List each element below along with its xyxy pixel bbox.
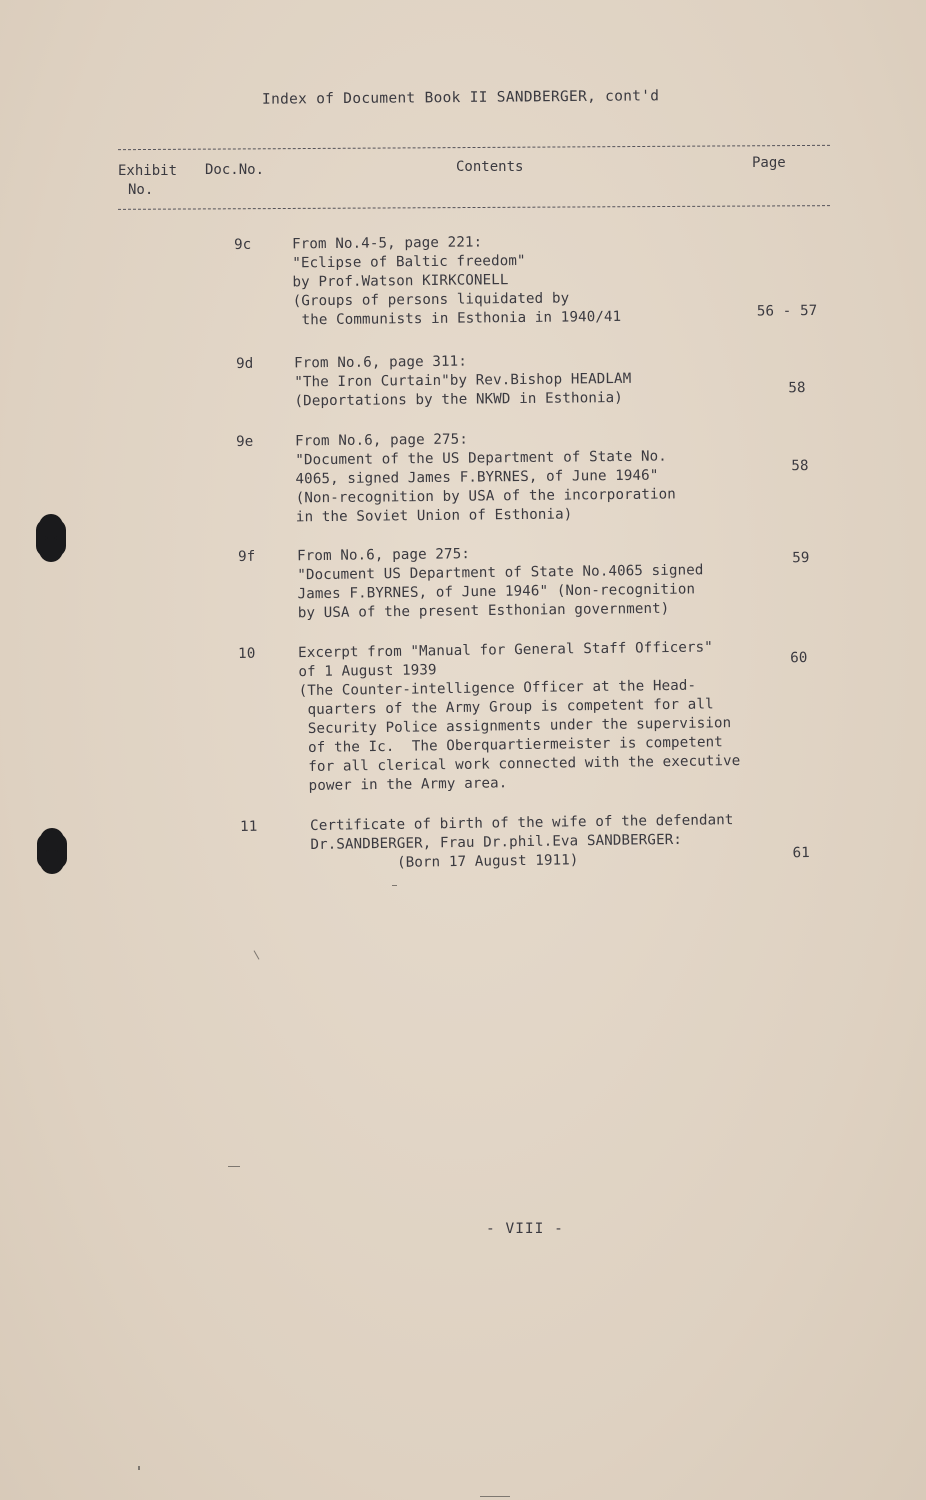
header-rule-top: [118, 145, 830, 150]
entry-doc-no: 11: [240, 818, 258, 835]
entry-line: by USA of the present Esthonian government): [297, 600, 670, 622]
entry-contents: [298, 638, 741, 796]
entry-contents: [297, 542, 704, 623]
entry-line: "Document of the US Department of State No.: [295, 448, 667, 469]
column-header-exhibit-line2: No.: [128, 182, 154, 198]
entry-line: power in the Army area.: [299, 775, 508, 795]
punch-hole-icon: [36, 518, 66, 558]
entry-line: From No.6, page 275:: [295, 431, 469, 450]
entry-line: Certificate of birth of the wife of the defendant: [310, 812, 734, 835]
entry-line: (Deportations by the NKWD in Esthonia): [294, 389, 623, 410]
column-header-contents: Contents: [456, 159, 524, 175]
column-header-doc-no: Doc.No.: [205, 162, 265, 178]
entry-line: 4065, signed James F.BYRNES, of June 1946": [295, 467, 659, 488]
entry-page: 56 - 57: [756, 302, 818, 320]
scan-mark: [228, 1166, 240, 1167]
entry-line: From No.6, page 275:: [297, 546, 471, 565]
page-title: Index of Document Book II SANDBERGER, cont'd: [261, 88, 660, 108]
column-header-page: Page: [752, 155, 786, 171]
entry-doc-no: 9f: [238, 548, 256, 565]
entry-contents: [295, 428, 676, 527]
entry-line: for all clerical work connected with the executive: [299, 752, 741, 776]
column-header-exhibit-line1: Exhibit: [118, 163, 178, 179]
page-number: - VIII -: [486, 1221, 564, 1237]
entry-page: 61: [792, 845, 810, 862]
entry-line: James F.BYRNES, of June 1946" (Non-recognition: [297, 581, 696, 603]
entry-line: Security Police assignments under the supervision: [299, 715, 732, 738]
entry-page: 59: [792, 550, 810, 567]
entry-doc-no: 9d: [236, 355, 254, 372]
entry-line: in the Soviet Union of Esthonia): [295, 506, 573, 526]
entry-line: "The Iron Curtain"by Rev.Bishop HEADLAM: [294, 370, 632, 391]
entry-line: quarters of the Army Group is competent for all: [298, 696, 714, 719]
header-rule-bottom: [118, 205, 830, 210]
entry-line: Dr.SANDBERGER, Frau Dr.phil.Eva SANDBERGER:: [310, 831, 683, 854]
entry-line: From No.6, page 311:: [294, 353, 468, 372]
entry-line: (Non-recognition by USA of the incorporation: [295, 486, 676, 507]
entry-line: (Born 17 August 1911): [310, 852, 579, 873]
scan-mark: [392, 885, 397, 886]
entry-contents: [294, 351, 632, 412]
scan-mark: [480, 1496, 510, 1497]
entry-contents: [292, 232, 621, 330]
entry-line: From No.4-5, page 221:: [292, 234, 483, 253]
scan-mark: [254, 950, 260, 959]
entry-page: 60: [790, 650, 808, 667]
scan-mark: [138, 1466, 140, 1470]
entry-line: "Document US Department of State No.4065 signed: [297, 562, 704, 584]
punch-hole-icon: [37, 832, 67, 870]
entry-doc-no: 10: [238, 645, 256, 662]
entry-line: (Groups of persons liquidated by: [292, 290, 570, 310]
entry-line: "Eclipse of Baltic freedom": [292, 252, 526, 272]
entry-line: the Communists in Esthonia in 1940/41: [292, 308, 622, 329]
entry-line: Excerpt from "Manual for General Staff Officers": [298, 639, 713, 662]
entry-line: of the Ic. The Oberquartiermeister is competent: [299, 734, 723, 757]
entry-doc-no: 9c: [234, 236, 252, 253]
entry-page: 58: [788, 380, 806, 397]
entry-line: of 1 August 1939: [298, 662, 437, 681]
entry-line: by Prof.Watson KIRKCONELL: [292, 272, 509, 291]
entry-doc-no: 9e: [236, 433, 254, 450]
entry-line: (The Counter-intelligence Officer at the Head-: [298, 677, 697, 700]
entry-contents: [310, 811, 734, 874]
entry-page: 58: [791, 458, 809, 475]
column-header-exhibit: [118, 162, 177, 200]
